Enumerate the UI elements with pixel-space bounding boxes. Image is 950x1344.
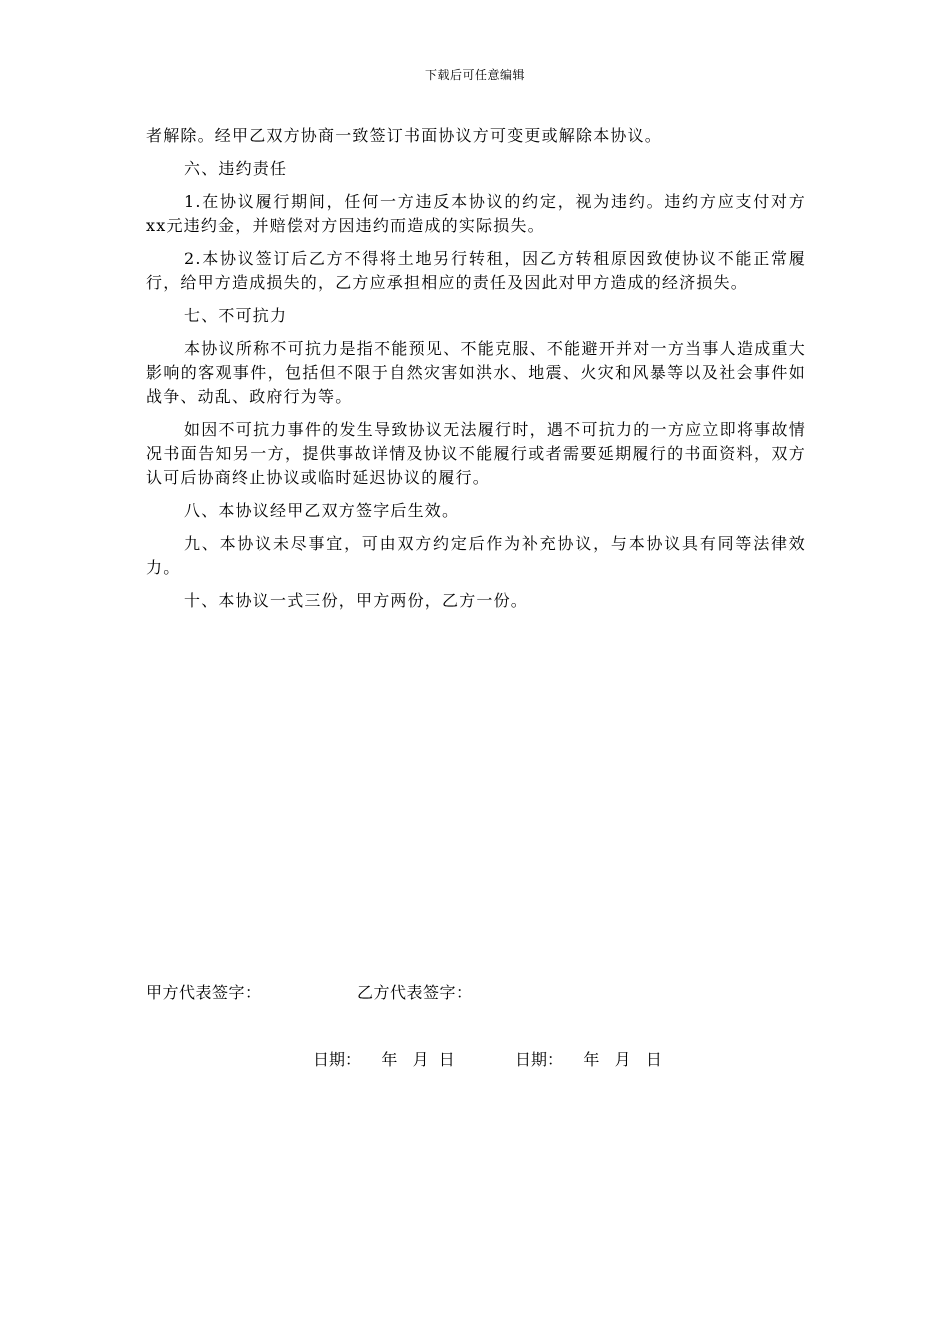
party-b-date-label: 日期： 年 月 日: [515, 1050, 662, 1069]
clause-force-majeure-procedure: 如因不可抗力事件的发生导致协议无法履行时，遇不可抗力的一方应立即将事故情况书面告知另一方，提供事故详情及协议不能履行或者需要延期履行的书面资料，双方认可后协商终止协议或临时延迟协议的履行。: [146, 420, 806, 487]
clause-supplementary: 九、本协议未尽事宜，可由双方约定后作为补充协议，与本协议具有同等法律效力。: [146, 534, 806, 577]
section-heading-breach-liability: 六、违约责任: [184, 159, 288, 178]
clause-no-sublease: 2.本协议签订后乙方不得将土地另行转租，因乙方转租原因致使协议不能正常履行，给甲方造成损失的，乙方应承担相应的责任及因此对甲方造成的经济损失。: [146, 249, 806, 292]
agreement-body: [146, 124, 806, 622]
clause-copies: 十、本协议一式三份，甲方两份，乙方一份。: [184, 591, 529, 610]
party-b-signature-label: 乙方代表签字：: [357, 983, 473, 1002]
party-a-date-label: 日期： 年 月 日: [313, 1050, 455, 1069]
section-heading-force-majeure: 七、不可抗力: [184, 306, 288, 325]
clause-breach-penalty: 1.在协议履行期间，任何一方违反本协议的约定，视为违约。违约方应支付对方xx元违约金，并赔偿对方因违约而造成的实际损失。: [146, 192, 806, 235]
page-header: 下载后可任意编辑: [424, 68, 525, 82]
clause-effective: 八、本协议经甲乙双方签字后生效。: [184, 501, 460, 520]
paragraph-continuation: 者解除。经甲乙双方协商一致签订书面协议方可变更或解除本协议。: [146, 126, 663, 145]
party-a-signature-label: 甲方代表签字：: [146, 983, 262, 1002]
clause-force-majeure-definition: 本协议所称不可抗力是指不能预见、不能克服、不能避开并对一方当事人造成重大影响的客观事件，包括但不限于自然灾害如洪水、地震、火灾和风暴等以及社会事件如战争、动乱、政府行为等。: [146, 339, 806, 406]
